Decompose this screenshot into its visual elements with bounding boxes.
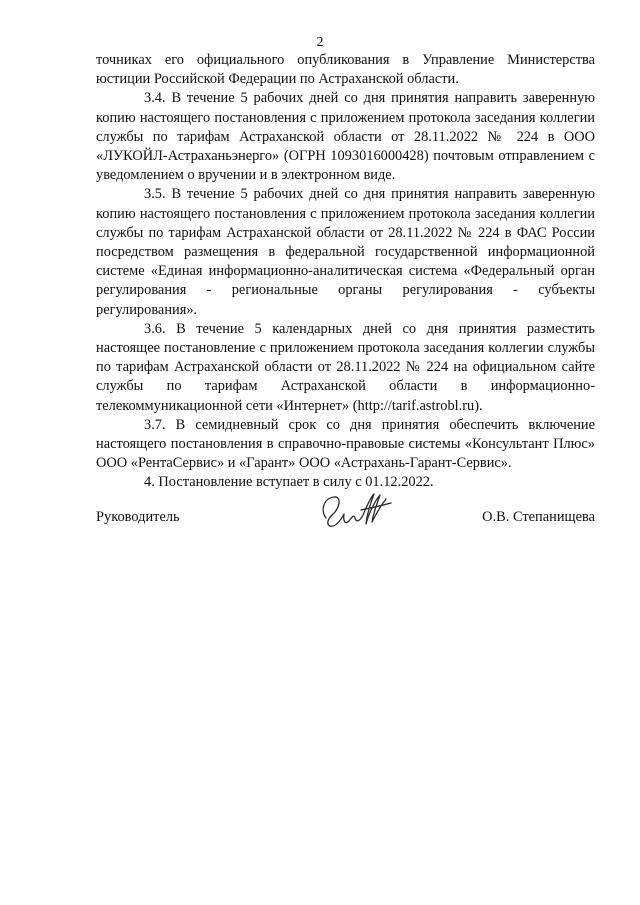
paragraph-continuation: точниках его официального опубликования в Управление Министерства юстиции Российской Федерации по Астраханской области. bbox=[96, 52, 595, 88]
paragraph-3-5: 3.5. В течение 5 рабочих дней со дня принятия направить заверенную копию настоящего постановления с приложением протокола заседания коллегии службы по тарифам Астраханской области от 28.11.2022 № 224 в ФАС России посредством размещения в федеральной государственной информационной системе «Единая информационно-аналитическая система «Федеральный орган регулирования - региональные органы регулирования - субъекты регулирования». bbox=[96, 186, 595, 318]
paragraph-4: 4. Постановление вступает в силу с 01.12.2022. bbox=[144, 474, 434, 491]
signature-block bbox=[96, 488, 595, 538]
handwritten-signature bbox=[314, 488, 398, 534]
signatory-position: Руководитель bbox=[96, 509, 180, 525]
signatory-name: О.В. Степанищева bbox=[482, 509, 595, 525]
page-number: 2 bbox=[316, 35, 324, 50]
document-body bbox=[96, 51, 595, 493]
paragraph-3-4: 3.4. В течение 5 рабочих дней со дня принятия направить заверенную копию настоящего постановления с приложением протокола заседания коллегии службы по тарифам Астраханской области от 28.11.2022 № 224 в ООО «ЛУКОЙЛ-Астраханьэнерго» (ОГРН 1093016000428) почтовым отправлением с уведомлением о вручении и в электронном виде. bbox=[96, 90, 595, 184]
paragraph-3-6: 3.6. В течение 5 календарных дней со дня принятия разместить настоящее постановление с приложением протокола заседания коллегии службы по тарифам Астраханской области от 28.11.2022 № 224 на официальном сайте службы по тарифам Астраханской области в информационно-телекоммуникационной сети «Интернет» (http://tarif.astrobl.ru). bbox=[96, 320, 595, 414]
paragraph-3-7: 3.7. В семидневный срок со дня принятия обеспечить включение настоящего постановления в справочно-правовые системы «Консультант Плюс» ООО «РентаСервис» и «Гарант» ООО «Астрахань-Гарант-Сервис». bbox=[96, 416, 595, 472]
